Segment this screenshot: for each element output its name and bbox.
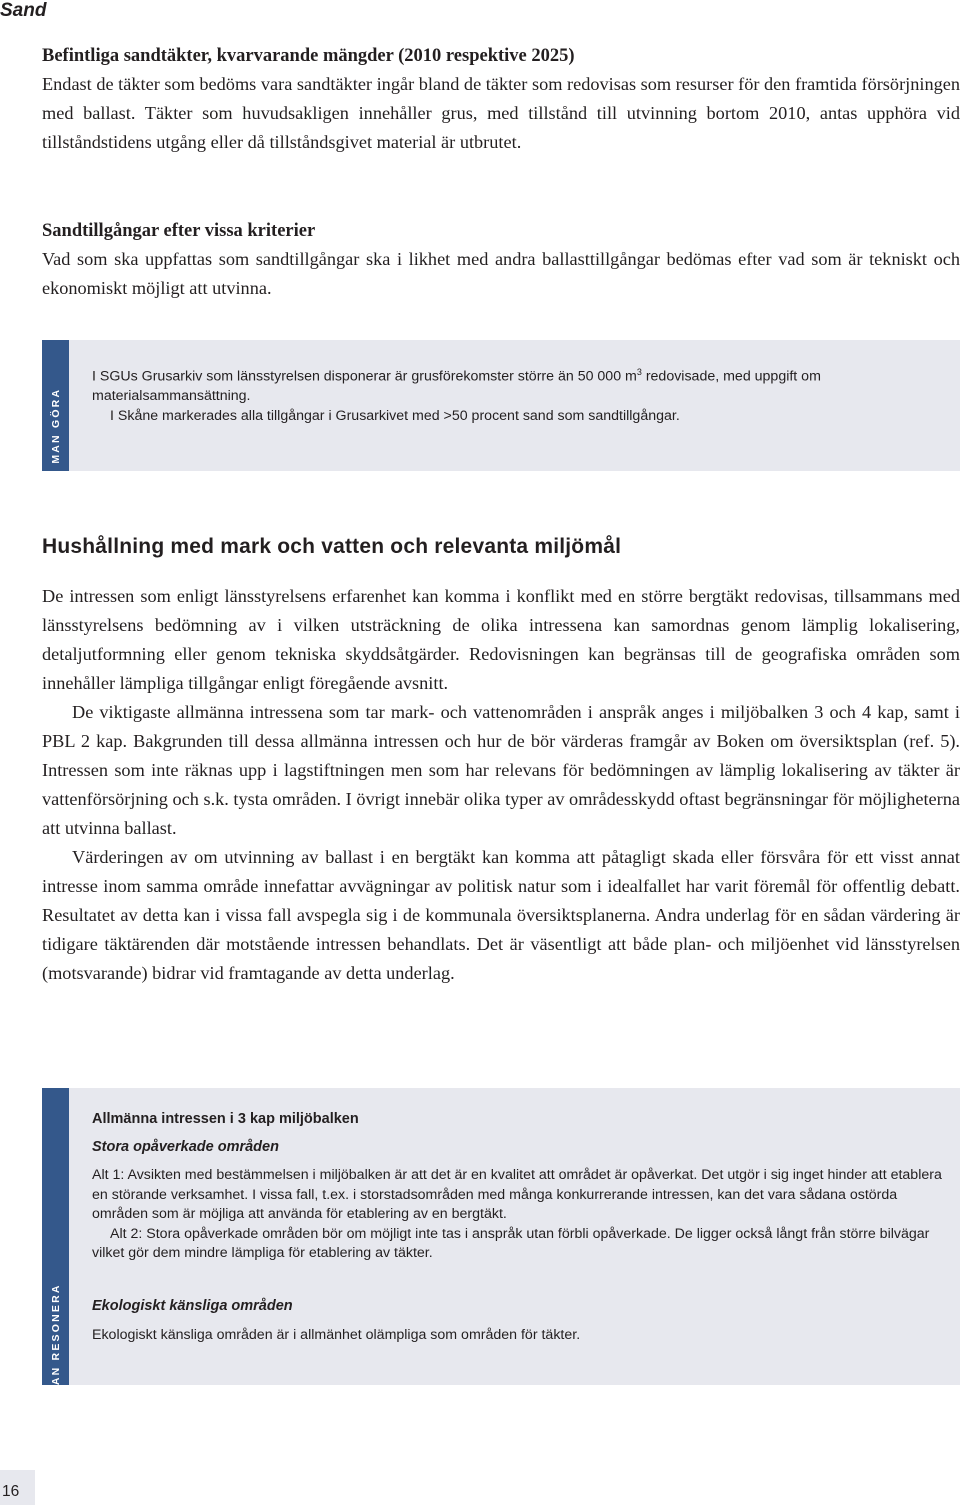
body-paragraph-2: De viktigaste allmänna intressena som tar mark- och vattenområden i anspråk anges i miljöbalken 3 och 4 kap, samt i PBL 2 kap. Bakgrunden till dessa allmänna intressen och hur de bör värderas framgår av Boken om översiktsplan (ref. 5). Intressen som inte räknas upp i lagstiftningen men som har relevans för bedömningen av lämplig lokalisering av täkter är vattenförsörjning och s.k. tysta områden. I övrigt innebär olika typer av områdesskydd oftast begränsningar för möjligheterna att utvinna ballast.	[42, 702, 960, 838]
box2-content	[92, 1110, 942, 1346]
info-box-how-to	[42, 340, 960, 523]
box2-alt2: Alt 2: Stora opåverkade områden bör om möjligt inte tas i anspråk utan förbli opåverkade. De ligger också långt från större bilvägar vilket gör dem mindre lämpliga för etablering av täkter.	[92, 1225, 930, 1261]
body-paragraph-3: Värderingen av om utvinning av ballast i en bergtäkt kan komma att påtagligt skada eller försvåra för ett visst annat intresse inom samma område innefattar avvägningar av politisk natur som i idealfallet har varit föremål för offentlig debatt. Resultatet av detta kan i vissa fall avspegla sig i de kommunala översiktsplanerna. Andra underlag för en sådan värdering är tidigare täktärenden där motstående intressen behandlats. Det är väsentligt att både plan- och miljöenhet vid länsstyrelsen (motsvarande) bidrar vid framtagande av detta underlag.	[42, 847, 960, 983]
box1-para1-text: I SGUs Grusarkiv som länsstyrelsen disponerar är grusförekomster större än 50 000 m	[92, 368, 637, 385]
block1-text: Endast de täkter som bedöms vara sandtäkter ingår bland de täkter som redovisas som resurser för den framtida försörjningen med ballast. Täkter som huvudsakligen innehåller grus, med tillstånd till utvinning bortom 2010, antas upphöra vid tillståndstidens utgång eller då tillståndsgivet material är utbrutet.	[42, 74, 960, 152]
box-tab	[42, 340, 69, 523]
page-number: 16	[2, 1483, 20, 1500]
block-sand-resources	[42, 218, 960, 303]
box2-subtitle-1: Stora opåverkade områden	[92, 1138, 279, 1155]
block-sand-quarries	[42, 43, 960, 157]
block1-heading: Befintliga sandtäkter, kvarvarande mängder (2010 respektive 2025)	[42, 46, 575, 66]
block2-heading: Sandtillgångar efter vissa kriterier	[42, 221, 316, 241]
box1-para1	[92, 363, 942, 407]
box1-content	[92, 363, 942, 426]
section-title: Sand	[0, 0, 47, 21]
box2-alt1: Alt 1: Avsikten med bestämmelsen i miljöbalken är att det är en kvalitet att området är opåverkat. Det utgör i sig inget hinder att etablera en störande verksamhet. I vissa fall, t.ex. i storstadsområden med många konkurrerande intressen, kan det vara sådana ostörda områden som är möjliga att använda för etablering av en bergtäkt.	[92, 1167, 942, 1222]
box2-text2: Ekologiskt känsliga områden är i allmänhet olämpliga som områden för täkter.	[92, 1327, 581, 1343]
main-heading: Hushållning med mark och vatten och relevanta miljömål	[42, 535, 622, 558]
main-body	[42, 582, 960, 988]
box1-superscript: 3	[636, 367, 642, 377]
body-paragraph-1: De intressen som enligt länsstyrelsens erfarenhet kan komma i konflikt med en större bergtäkt redovisas, tillsammans med länsstyrelsens bedömning av i vilken utsträckning de olika intressena kan samordnas genom lämplig lokalisering, detaljutformning eller genom tekniska skyddsåtgärder. Redovisningen kan begränsas till de geografiska områden som innehåller lämpliga tillgångar enligt föregående avsnitt.	[42, 586, 960, 693]
info-box-reasoning	[42, 1088, 960, 1455]
box2-title: Allmänna intressen i 3 kap miljöbalken	[92, 1111, 359, 1127]
box2-subtitle-2: Ekologiskt känsliga områden	[92, 1297, 293, 1314]
block2-text: Vad som ska uppfattas som sandtillgångar ska i likhet med andra ballasttillgångar bedömas efter vad som är tekniskt och ekonomiskt möjligt att utvinna.	[42, 249, 960, 298]
box-tab-label: SÅ KAN MAN GÖRA	[49, 387, 62, 523]
box1-para1-end: redovisade, med uppgift om materialsammansättning.	[92, 368, 821, 405]
box1-para2: I Skåne markerades alla tillgångar i Grusarkivet med >50 procent sand som sandtillgångar.	[110, 407, 680, 424]
box-tab-label: SÅ KAN MAN RESONERA	[49, 1283, 62, 1455]
box-tab	[42, 1088, 69, 1455]
